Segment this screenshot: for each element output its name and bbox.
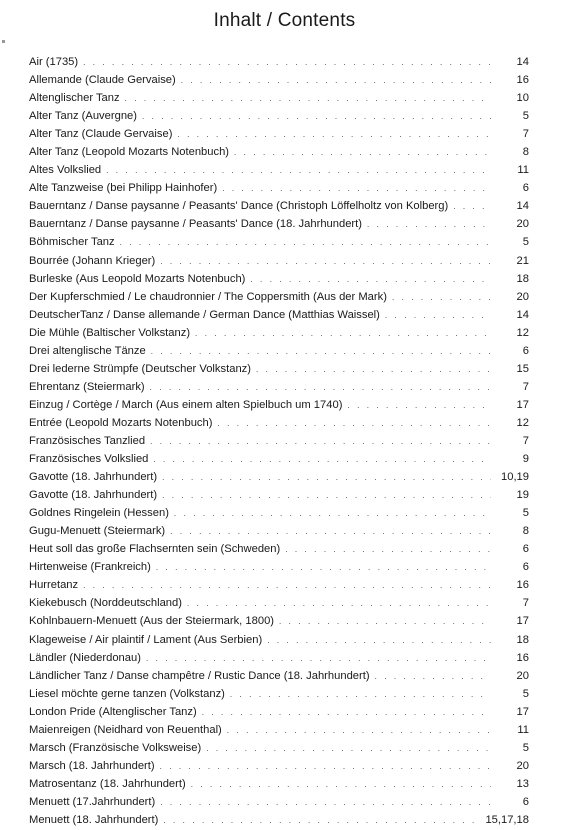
toc-entry <box>29 432 529 450</box>
toc-entry <box>29 667 529 685</box>
toc-entry-title: Die Mühle (Baltischer Volkstanz) <box>29 326 191 339</box>
toc-entry-title: Alter Tanz (Auvergne) <box>29 110 137 123</box>
toc-entry <box>29 378 529 396</box>
dot-leader <box>227 722 491 740</box>
page-edge-mark <box>2 40 5 43</box>
toc-entry <box>29 71 529 89</box>
toc-entry-page-number: 17 <box>516 615 529 628</box>
toc-entry-title: Liesel möchte gerne tanzen (Volkstanz) <box>29 687 225 700</box>
toc-entry <box>29 143 529 161</box>
toc-entry-title: Ehrentanz (Steiermark) <box>29 380 145 393</box>
dot-leader <box>156 559 491 577</box>
toc-entry-title: Alte Tanzweise (bei Philipp Hainhofer) <box>29 182 218 195</box>
dot-leader <box>250 271 491 289</box>
toc-entry-title: Französisches Volkslied <box>29 453 149 466</box>
toc-entry-title: Marsch (Französische Volksweise) <box>29 741 202 754</box>
toc-entry-page-number: 21 <box>516 254 529 267</box>
toc-entry-title: Der Kupferschmied / Le chaudronnier / The Coppersmith (Aus der Mark) <box>29 290 387 303</box>
toc-entry-page-number: 6 <box>522 182 529 195</box>
dot-leader <box>392 289 491 307</box>
toc-entry <box>29 324 529 342</box>
toc-entry <box>29 576 529 594</box>
toc-entry <box>29 649 529 667</box>
dot-leader <box>83 577 491 595</box>
toc-entry <box>29 631 529 649</box>
toc-entry-page-number: 6 <box>522 795 529 808</box>
toc-entry-page-number: 18 <box>516 272 529 285</box>
toc-entry <box>29 450 529 468</box>
toc-entry-title: Entrée (Leopold Mozarts Notenbuch) <box>29 416 213 429</box>
dot-leader <box>146 650 491 668</box>
table-of-contents <box>29 53 529 829</box>
toc-entry-page-number: 20 <box>516 218 529 231</box>
toc-entry <box>29 685 529 703</box>
toc-entry-title: London Pride (Altenglischer Tanz) <box>29 705 197 718</box>
toc-entry-page-number: 11 <box>517 164 529 177</box>
toc-entry-page-number: 11 <box>517 723 529 736</box>
toc-entry-page-number: 5 <box>522 110 529 123</box>
toc-entry <box>29 360 529 378</box>
toc-entry <box>29 504 529 522</box>
toc-entry-page-number: 5 <box>522 741 529 754</box>
dot-leader <box>202 704 491 722</box>
toc-entry-page-number: 20 <box>516 290 529 303</box>
dot-leader <box>217 415 491 433</box>
dot-leader <box>375 668 491 686</box>
toc-entry-page-number: 10 <box>516 92 529 105</box>
toc-entry <box>29 486 529 504</box>
dot-leader <box>279 613 491 631</box>
dot-leader <box>120 234 491 252</box>
dot-leader <box>285 541 491 559</box>
toc-entry <box>29 53 529 71</box>
dot-leader <box>234 144 491 162</box>
dot-leader <box>150 433 491 451</box>
toc-entry-title: Drei lederne Strümpfe (Deutscher Volkstanz) <box>29 362 251 375</box>
toc-entry-title: Allemande (Claude Gervaise) <box>29 74 176 87</box>
toc-entry-page-number: 19 <box>516 489 529 502</box>
toc-entry-title: Böhmischer Tanz <box>29 236 115 249</box>
toc-entry-title: Air (1735) <box>29 56 79 68</box>
toc-entry-page-number: 15 <box>516 362 529 375</box>
toc-entry-title: Bourrée (Johann Krieger) <box>29 254 156 267</box>
toc-entry <box>29 703 529 721</box>
toc-entry <box>29 522 529 540</box>
toc-entry-page-number: 7 <box>522 380 529 393</box>
toc-entry <box>29 775 529 793</box>
dot-leader <box>160 758 491 776</box>
dot-leader <box>347 397 491 415</box>
toc-entry-title: Einzug / Cortège / March (Aus einem alten Spielbuch um 1740) <box>29 398 343 411</box>
dot-leader <box>181 72 491 90</box>
toc-entry-page-number: 15,17,18 <box>485 813 529 826</box>
dot-leader <box>150 379 491 397</box>
toc-entry-title: Alter Tanz (Leopold Mozarts Notenbuch) <box>29 146 230 159</box>
toc-entry-page-number: 16 <box>516 74 529 87</box>
dot-leader <box>230 686 491 704</box>
toc-entry-page-number: 8 <box>522 525 529 538</box>
toc-entry <box>29 757 529 775</box>
toc-entry <box>29 89 529 107</box>
toc-entry-title: Ländler (Niederdonau) <box>29 651 141 664</box>
toc-entry <box>29 270 529 288</box>
toc-entry-page-number: 14 <box>516 200 529 213</box>
toc-entry-page-number: 6 <box>522 543 529 556</box>
toc-entry-page-number: 9 <box>522 453 529 466</box>
toc-entry-title: Hirtenweise (Frankreich) <box>29 561 151 574</box>
dot-leader <box>191 776 491 794</box>
toc-entry-page-number: 5 <box>522 687 529 700</box>
toc-entry-title: Goldnes Ringelein (Hessen) <box>29 507 169 520</box>
toc-entry <box>29 215 529 233</box>
toc-entry <box>29 306 529 324</box>
toc-entry-title: Burleske (Aus Leopold Mozarts Notenbuch) <box>29 272 246 285</box>
dot-leader <box>160 794 491 812</box>
toc-entry-page-number: 8 <box>522 146 529 159</box>
toc-entry-title: Maienreigen (Neidhard von Reuenthal) <box>29 723 222 736</box>
toc-entry-title: Französisches Tanzlied <box>29 434 146 447</box>
toc-entry <box>29 612 529 630</box>
dot-leader <box>206 740 491 758</box>
dot-leader <box>187 595 491 613</box>
toc-entry-page-number: 16 <box>516 579 529 592</box>
toc-entry-page-number: 13 <box>516 777 529 790</box>
toc-entry <box>29 414 529 432</box>
dot-leader <box>170 523 491 541</box>
toc-entry-page-number: 14 <box>516 56 529 68</box>
toc-entry-page-number: 5 <box>522 236 529 249</box>
toc-entry <box>29 288 529 306</box>
toc-entry-page-number: 7 <box>522 597 529 610</box>
toc-entry-title: Hurretanz <box>29 579 79 592</box>
dot-leader <box>256 361 491 379</box>
toc-entry <box>29 594 529 612</box>
toc-entry <box>29 739 529 757</box>
toc-entry-page-number: 18 <box>516 633 529 646</box>
toc-entry-title: Bauerntanz / Danse paysanne / Peasants' Dance (Christoph Löffelholtz von Kolberg) <box>29 200 449 213</box>
toc-entry-title: Kiekebusch (Norddeutschland) <box>29 597 182 610</box>
dot-leader <box>174 505 491 523</box>
dot-leader <box>153 451 491 469</box>
toc-entry-title: Gavotte (18. Jahrhundert) <box>29 471 158 484</box>
toc-entry <box>29 396 529 414</box>
dot-leader <box>83 54 491 72</box>
toc-entry-page-number: 6 <box>522 561 529 574</box>
toc-entry <box>29 342 529 360</box>
toc-entry-page-number: 10,19 <box>501 471 529 484</box>
toc-entry <box>29 197 529 215</box>
toc-entry <box>29 558 529 576</box>
toc-entry-page-number: 14 <box>516 308 529 321</box>
toc-entry-page-number: 20 <box>516 669 529 682</box>
toc-entry-page-number: 6 <box>522 344 529 357</box>
toc-entry-title: Matrosentanz (18. Jahrhundert) <box>29 777 186 790</box>
toc-entry-title: Marsch (18. Jahrhundert) <box>29 759 155 772</box>
toc-entry-title: Gugu-Menuett (Steiermark) <box>29 525 166 538</box>
toc-entry-title: Kohlnbauern-Menuett (Aus der Steiermark, 1800) <box>29 615 275 628</box>
toc-entry-title: Menuett (17.Jahrhundert) <box>29 795 156 808</box>
toc-entry-title: Drei altenglische Tänze <box>29 344 146 357</box>
dot-leader <box>367 216 491 234</box>
toc-entry-page-number: 17 <box>516 705 529 718</box>
dot-leader <box>162 487 491 505</box>
dot-leader <box>162 469 491 487</box>
toc-entry-page-number: 17 <box>516 398 529 411</box>
toc-entry-page-number: 5 <box>522 507 529 520</box>
toc-entry <box>29 793 529 811</box>
toc-entry-title: Menuett (18. Jahrhundert) <box>29 813 159 826</box>
toc-entry <box>29 721 529 739</box>
dot-leader <box>160 253 491 271</box>
toc-entry <box>29 161 529 179</box>
toc-entry-title: Altes Volkslied <box>29 164 102 177</box>
dot-leader <box>125 90 491 108</box>
toc-entry <box>29 125 529 143</box>
toc-entry-title: DeutscherTanz / Danse allemande / German Dance (Matthias Waissel) <box>29 308 380 321</box>
toc-entry-title: Heut soll das große Flachsernten sein (Schweden) <box>29 543 281 556</box>
toc-entry <box>29 179 529 197</box>
toc-entry-page-number: 12 <box>516 326 529 339</box>
toc-entry-page-number: 7 <box>522 128 529 141</box>
dot-leader <box>106 162 491 180</box>
toc-entry-title: Klageweise / Air plaintif / Lament (Aus Serbien) <box>29 633 263 646</box>
toc-entry-title: Bauerntanz / Danse paysanne / Peasants' Dance (18. Jahrhundert) <box>29 218 362 231</box>
toc-entry-page-number: 20 <box>516 759 529 772</box>
toc-entry-page-number: 7 <box>522 434 529 447</box>
toc-entry <box>29 107 529 125</box>
dot-leader <box>151 343 491 361</box>
toc-entry <box>29 252 529 270</box>
dot-leader <box>163 812 481 830</box>
toc-entry <box>29 811 529 829</box>
dot-leader <box>453 198 491 216</box>
toc-entry-title: Alter Tanz (Claude Gervaise) <box>29 128 173 141</box>
toc-entry-title: Altenglischer Tanz <box>29 92 120 105</box>
toc-entry-page-number: 16 <box>516 651 529 664</box>
toc-entry <box>29 233 529 251</box>
toc-entry <box>29 540 529 558</box>
toc-entry <box>29 468 529 486</box>
page-title: Inhalt / Contents <box>213 10 356 31</box>
dot-leader <box>385 307 491 325</box>
toc-entry-title: Ländlicher Tanz / Danse champêtre / Rustic Dance (18. Jahrhundert) <box>29 669 370 682</box>
toc-entry-title: Gavotte (18. Jahrhundert) <box>29 489 158 502</box>
toc-entry-page-number: 12 <box>516 416 529 429</box>
dot-leader <box>267 632 491 650</box>
dot-leader <box>195 325 491 343</box>
dot-leader <box>222 180 491 198</box>
dot-leader <box>142 108 491 126</box>
dot-leader <box>177 126 491 144</box>
